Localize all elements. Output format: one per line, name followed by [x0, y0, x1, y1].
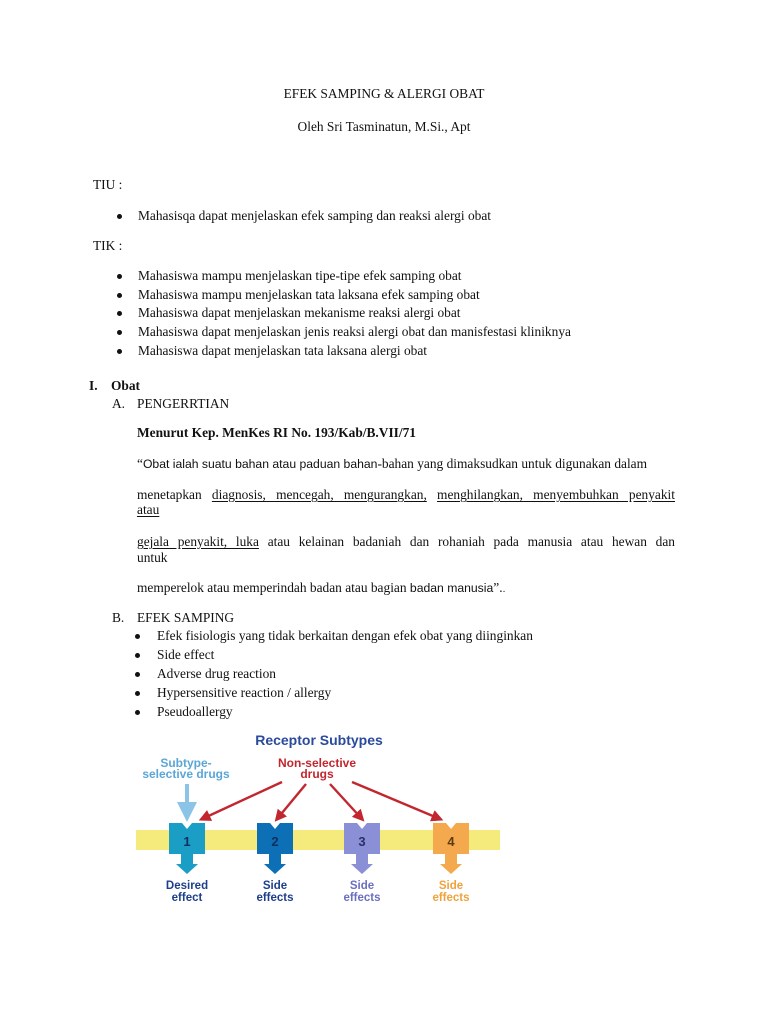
decree-heading: Menurut Kep. MenKes RI No. 193/Kab/B.VII/71 — [137, 425, 416, 440]
effect-arrow — [176, 854, 198, 874]
receptor-2 — [256, 823, 293, 904]
selective-label: selective drugs — [142, 767, 230, 781]
bullet-icon — [117, 311, 122, 316]
effect-label: effect — [171, 892, 203, 904]
nonselective-arrow — [352, 782, 440, 819]
effect-label: effects — [343, 892, 381, 904]
document-author: Oleh Sri Tasminatun, M.Si., Apt — [297, 119, 471, 134]
subsection-letter: B. — [112, 610, 125, 625]
receptor-number: 2 — [271, 834, 279, 849]
nonselective-arrow — [202, 782, 282, 819]
subsection-letter: A. — [112, 396, 126, 411]
definition-line-wrap: untuk — [137, 550, 168, 565]
bullet-icon — [135, 672, 140, 677]
bullet-icon — [117, 293, 122, 298]
section-number: I. — [89, 378, 98, 393]
section-title: Obat — [111, 378, 141, 393]
effect-label: effects — [432, 892, 470, 904]
receptor-1 — [166, 823, 208, 904]
effect-arrow — [351, 854, 373, 874]
selective-label: Subtype- — [160, 756, 212, 770]
document-title: EFEK SAMPING & ALERGI OBAT — [283, 86, 485, 101]
effect-label: Side — [349, 880, 375, 892]
bullet-icon — [117, 214, 122, 219]
bullet-icon — [117, 274, 122, 279]
receptor-subtypes-figure — [132, 726, 504, 918]
tiu-label: TIU : — [93, 177, 123, 192]
definition-line: gejala penyakit, luka atau kelainan badaniah dan rohaniah pada manusia atau hewan dan — [137, 534, 675, 549]
definition-line-wrap: atau — [137, 502, 160, 517]
effect-label: effects — [256, 892, 294, 904]
bullet-icon — [117, 330, 122, 335]
effect-label: Side — [262, 880, 288, 892]
bullet-icon — [135, 634, 140, 639]
subsection-title: PENGERRTIAN — [137, 396, 230, 411]
receptor-number: 1 — [183, 834, 191, 849]
bullet-icon — [135, 710, 140, 715]
effect-arrow — [440, 854, 462, 874]
nonselective-label: drugs — [300, 767, 334, 781]
receptor-number: 4 — [447, 834, 455, 849]
definition-line: menetapkan diagnosis, mencegah, mengurangkan, menghilangkan, menyembuhkan penyakit — [137, 487, 675, 502]
nonselective-arrow — [330, 784, 362, 819]
effect-label: Side — [438, 880, 464, 892]
nonselective-arrow — [277, 784, 306, 819]
definition-line: “Obat ialah suatu bahan atau paduan bahan-bahan yang dimaksudkan untuk digunakan dalam — [137, 456, 648, 471]
subsection-title: EFEK SAMPING — [137, 610, 235, 625]
nonselective-label: Non-selective — [277, 756, 357, 770]
receptor-3 — [343, 823, 380, 904]
receptor-4 — [432, 823, 469, 904]
effect-arrow — [264, 854, 286, 874]
figure-title: Receptor Subtypes — [255, 732, 383, 748]
definition-line: memperelok atau memperindah badan atau bagian badan manusia”.. — [137, 580, 506, 595]
effect-label: Desired — [165, 880, 209, 892]
bullet-icon — [135, 691, 140, 696]
bullet-icon — [135, 653, 140, 658]
receptor-number: 3 — [358, 834, 366, 849]
bullet-icon — [117, 349, 122, 354]
tik-label: TIK : — [93, 238, 123, 253]
